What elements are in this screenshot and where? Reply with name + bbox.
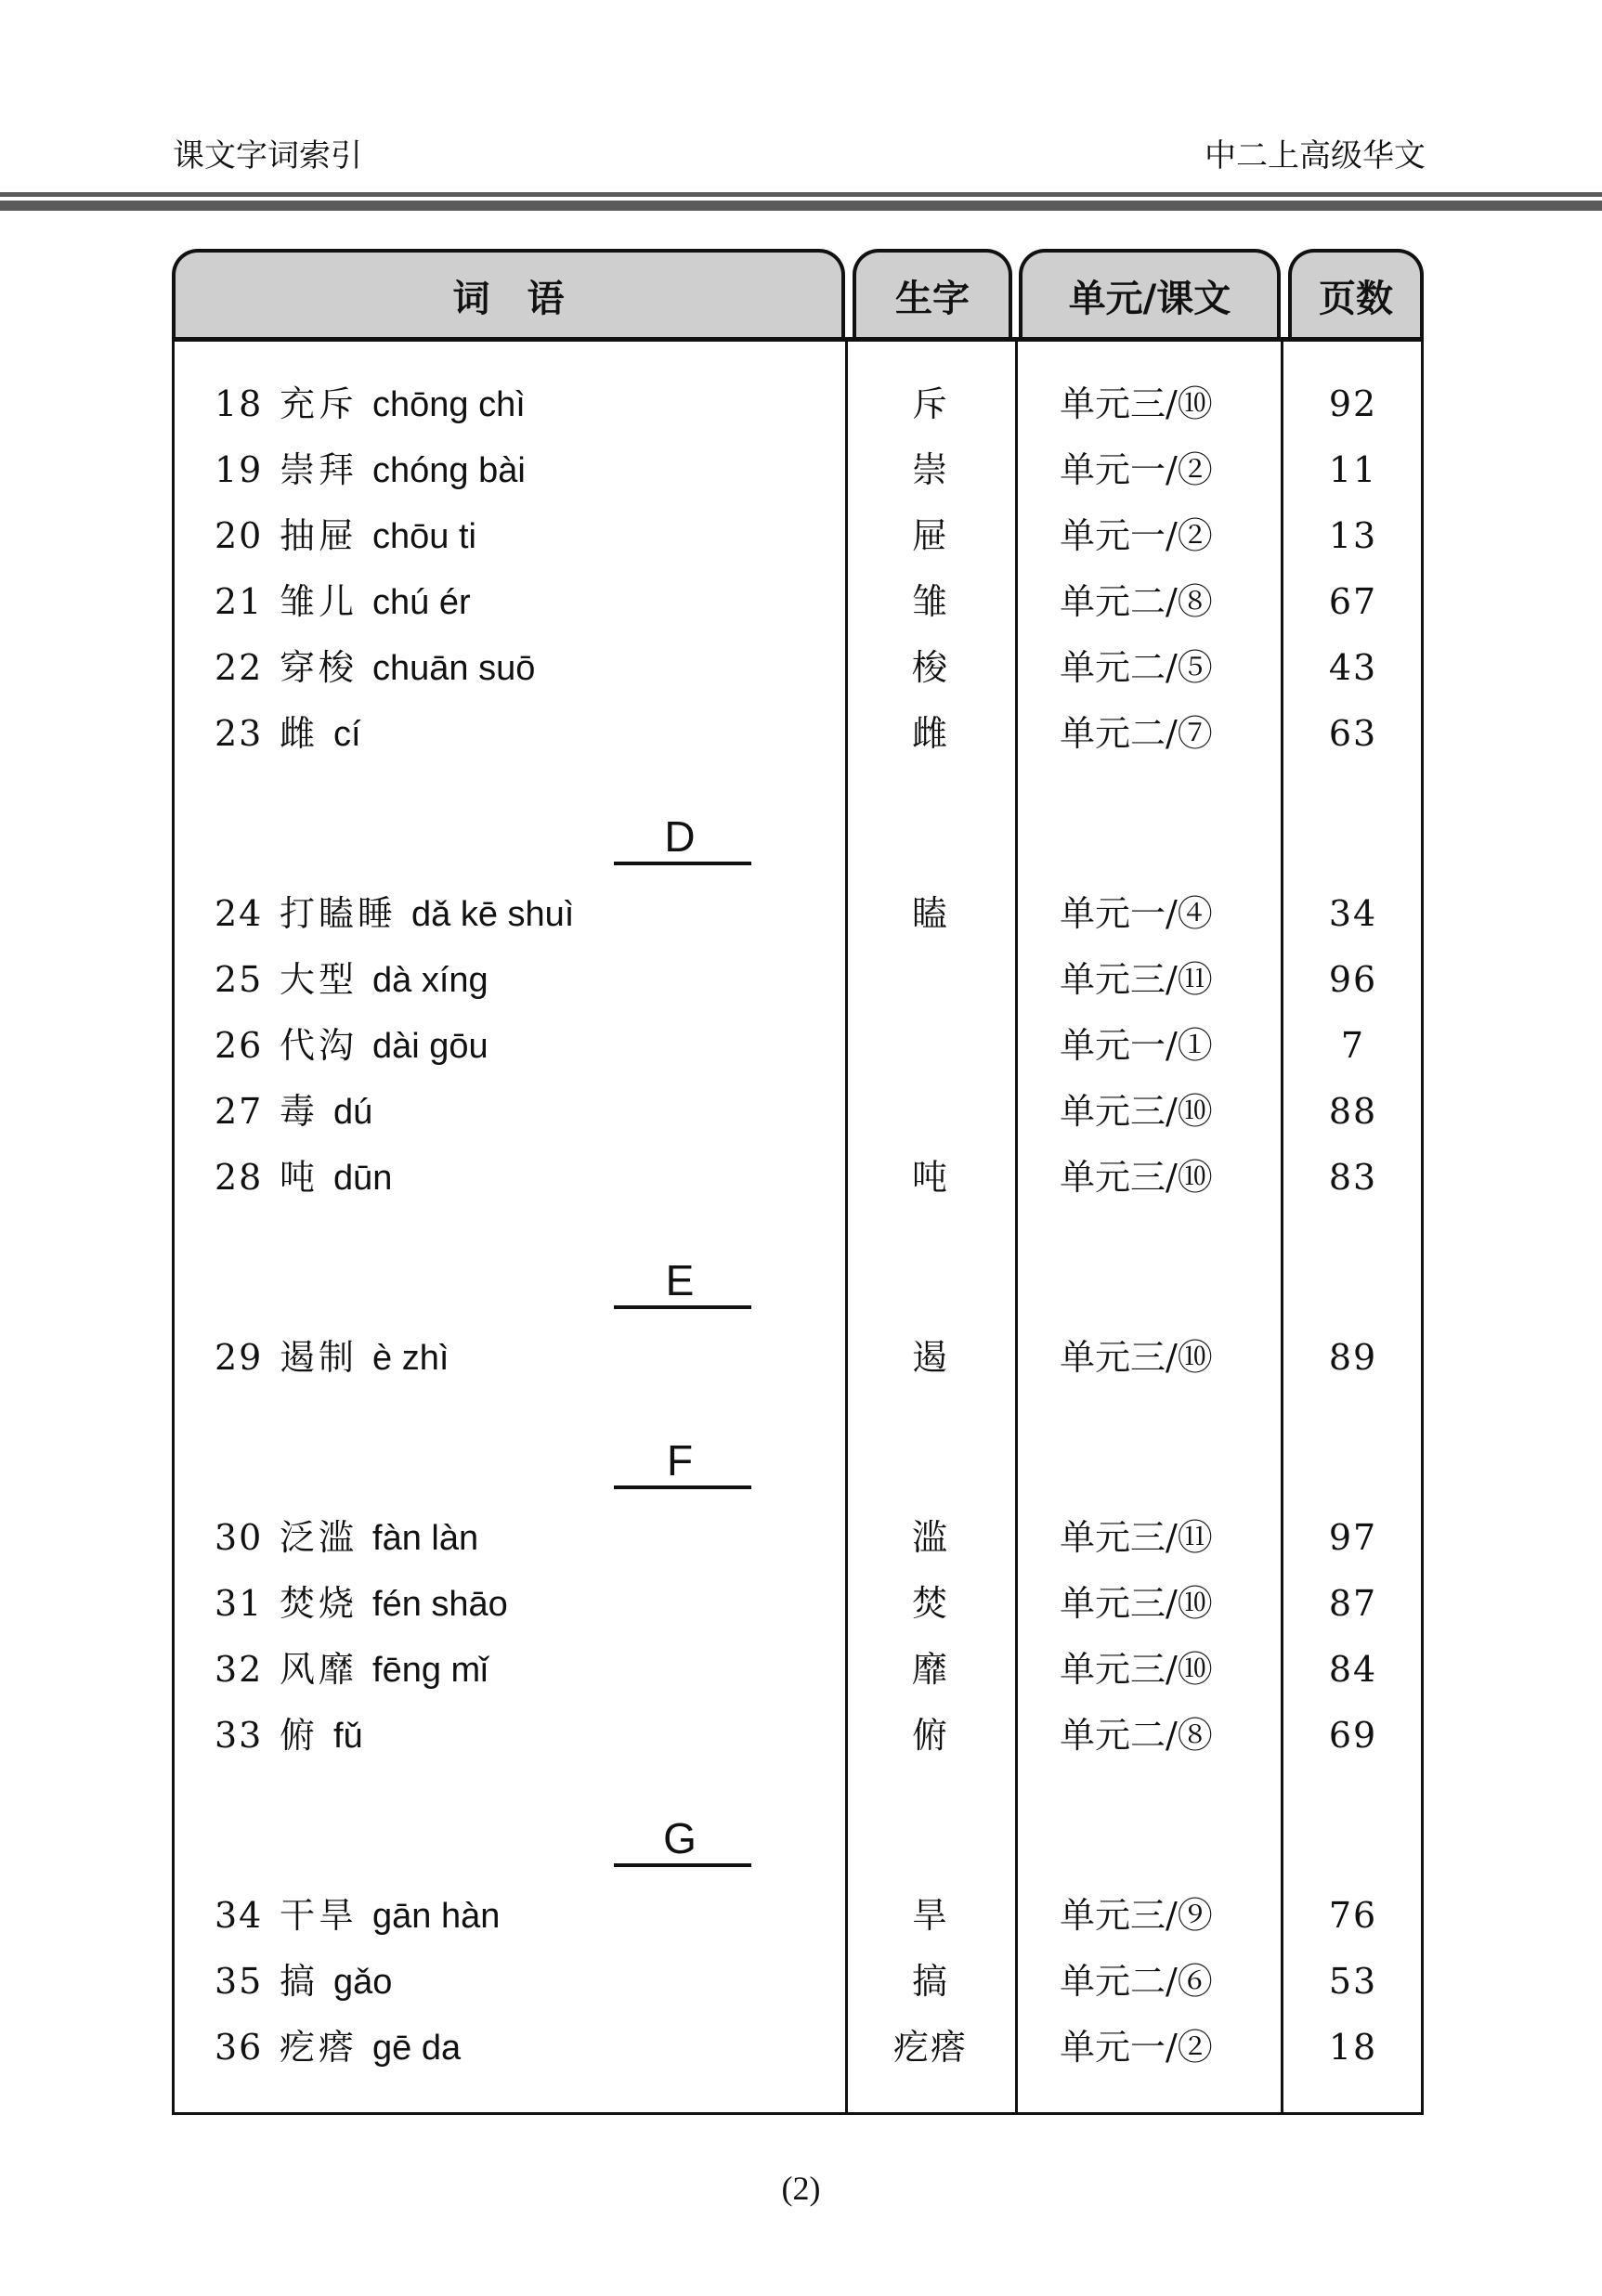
entry-word: 泛滥 bbox=[280, 1517, 358, 1558]
section-letter: F bbox=[666, 1436, 694, 1485]
entry-number: 36 bbox=[215, 2027, 264, 2068]
entry-pinyin: fēng mǐ bbox=[372, 1651, 488, 1690]
entry-word: 抽屉 bbox=[280, 515, 358, 556]
section-underline bbox=[614, 862, 751, 865]
section-letter: E bbox=[665, 1256, 695, 1304]
section-underline bbox=[614, 1485, 751, 1489]
table-row bbox=[172, 1325, 1424, 1391]
entry-new-char: 靡 bbox=[911, 1649, 949, 1690]
table-row bbox=[172, 1145, 1424, 1211]
column-header-unit-lesson: 单元/课文 bbox=[1019, 249, 1281, 339]
section-letter: G bbox=[663, 1814, 697, 1862]
table-row bbox=[172, 881, 1424, 947]
table-row bbox=[172, 1079, 1424, 1145]
entry-page: 92 bbox=[1328, 383, 1378, 424]
entry-word: 焚烧 bbox=[280, 1583, 358, 1624]
column-header-new-char: 生字 bbox=[853, 249, 1012, 339]
entry-unit-lesson: 单元二/⑤ bbox=[1060, 647, 1213, 688]
section-underline bbox=[614, 1305, 751, 1309]
entry-unit-lesson: 单元三/⑩ bbox=[1060, 1337, 1213, 1378]
table-row bbox=[172, 437, 1424, 503]
entry-page: 18 bbox=[1328, 2027, 1378, 2068]
table-row bbox=[172, 569, 1424, 635]
entry-pinyin: fàn làn bbox=[372, 1519, 479, 1558]
entry-number: 35 bbox=[215, 1961, 264, 2002]
section-header-g bbox=[172, 1769, 1424, 1883]
entry-new-char: 吨 bbox=[911, 1157, 949, 1198]
entry-unit-lesson: 单元一/② bbox=[1060, 2027, 1213, 2068]
entry-unit-lesson: 单元三/⑨ bbox=[1060, 1895, 1213, 1936]
entry-number: 29 bbox=[215, 1337, 264, 1378]
entry-page: 67 bbox=[1328, 581, 1378, 622]
entry-pinyin: dú bbox=[333, 1093, 373, 1132]
entry-number: 26 bbox=[215, 1025, 264, 1066]
entry-word-group bbox=[280, 2015, 461, 2082]
entry-number: 27 bbox=[215, 1091, 264, 1132]
entry-pinyin: chóng bài bbox=[372, 451, 526, 490]
entry-word: 崇拜 bbox=[280, 449, 358, 490]
entry-page: 53 bbox=[1328, 1961, 1378, 2002]
column-header-words: 词 语 bbox=[172, 249, 845, 339]
entry-unit-lesson: 单元一/② bbox=[1060, 449, 1213, 490]
entry-unit-lesson: 单元二/⑦ bbox=[1060, 713, 1213, 754]
entry-word-group bbox=[280, 881, 574, 948]
entry-page: 76 bbox=[1328, 1895, 1378, 1936]
entry-pinyin: chōng chì bbox=[372, 385, 526, 424]
entry-new-char: 搞 bbox=[911, 1961, 949, 2002]
table-row bbox=[172, 1505, 1424, 1571]
entry-number: 24 bbox=[215, 893, 264, 934]
entry-word: 充斥 bbox=[280, 383, 358, 424]
entry-new-char: 梭 bbox=[911, 647, 949, 688]
entry-page: 43 bbox=[1328, 647, 1378, 688]
entry-word-group bbox=[280, 701, 361, 768]
column-header-page: 页数 bbox=[1288, 249, 1424, 339]
entry-word-group bbox=[280, 371, 526, 438]
entry-unit-lesson: 单元三/⑩ bbox=[1060, 1157, 1213, 1198]
entry-number: 28 bbox=[215, 1157, 264, 1198]
entry-pinyin: fǔ bbox=[333, 1717, 363, 1756]
entry-word-group bbox=[280, 635, 535, 702]
entry-unit-lesson: 单元二/⑧ bbox=[1060, 1715, 1213, 1756]
entry-number: 32 bbox=[215, 1649, 264, 1690]
entry-new-char: 斥 bbox=[911, 383, 949, 424]
entry-pinyin: dūn bbox=[333, 1159, 393, 1198]
header-rule-thick bbox=[0, 201, 1602, 211]
entry-word: 搞 bbox=[280, 1961, 319, 2002]
entry-pinyin: gān hàn bbox=[372, 1897, 501, 1936]
entry-word-group bbox=[280, 1505, 478, 1572]
entry-number: 22 bbox=[215, 647, 264, 688]
entry-word: 风靡 bbox=[280, 1649, 358, 1690]
entry-page: 83 bbox=[1328, 1157, 1378, 1198]
entry-pinyin: chuān suō bbox=[372, 649, 536, 688]
entry-unit-lesson: 单元三/⑩ bbox=[1060, 1583, 1213, 1624]
table-row bbox=[172, 503, 1424, 569]
section-header-f bbox=[172, 1391, 1424, 1505]
entry-unit-lesson: 单元三/⑩ bbox=[1060, 1649, 1213, 1690]
entry-word: 雌 bbox=[280, 713, 319, 754]
entry-word-group bbox=[280, 1145, 392, 1212]
header-rule-thin bbox=[0, 192, 1602, 197]
entry-word-group bbox=[280, 1571, 508, 1638]
entry-word-group bbox=[280, 1013, 488, 1080]
entry-pinyin: chú ér bbox=[372, 583, 471, 622]
entry-page: 13 bbox=[1328, 515, 1378, 556]
entry-unit-lesson: 单元三/⑩ bbox=[1060, 383, 1213, 424]
entry-pinyin: dǎ kē shuì bbox=[411, 895, 575, 934]
entry-word: 穿梭 bbox=[280, 647, 358, 688]
entry-new-char: 崇 bbox=[911, 449, 949, 490]
entry-word: 雏儿 bbox=[280, 581, 358, 622]
entry-unit-lesson: 单元三/⑩ bbox=[1060, 1091, 1213, 1132]
entry-pinyin: chōu ti bbox=[372, 517, 476, 556]
entry-pinyin: è zhì bbox=[372, 1339, 449, 1378]
entry-unit-lesson: 单元二/⑧ bbox=[1060, 581, 1213, 622]
entry-page: 63 bbox=[1328, 713, 1378, 754]
entry-word-group bbox=[280, 947, 488, 1014]
entry-unit-lesson: 单元三/⑪ bbox=[1060, 959, 1213, 1000]
entry-page: 89 bbox=[1328, 1337, 1378, 1378]
entry-page: 97 bbox=[1328, 1517, 1378, 1558]
entry-number: 33 bbox=[215, 1715, 264, 1756]
entry-pinyin: gǎo bbox=[333, 1963, 393, 2002]
entry-unit-lesson: 单元一/② bbox=[1060, 515, 1213, 556]
entry-number: 23 bbox=[215, 713, 264, 754]
entry-word-group bbox=[280, 437, 526, 504]
entry-unit-lesson: 单元一/④ bbox=[1060, 893, 1213, 934]
entry-pinyin: gē da bbox=[372, 2029, 462, 2068]
running-header-left: 课文字词索引 bbox=[173, 137, 362, 175]
entry-new-char: 疙瘩 bbox=[892, 2027, 968, 2068]
entry-word-group bbox=[280, 1637, 488, 1704]
entry-word: 毒 bbox=[280, 1091, 319, 1132]
entry-number: 31 bbox=[215, 1583, 264, 1624]
entry-page: 87 bbox=[1328, 1583, 1378, 1624]
entry-page: 84 bbox=[1328, 1649, 1378, 1690]
entry-word-group bbox=[280, 1325, 449, 1392]
entry-page: 11 bbox=[1328, 449, 1378, 490]
entry-word: 吨 bbox=[280, 1157, 319, 1198]
entry-word: 遏制 bbox=[280, 1337, 358, 1378]
entry-new-char: 屉 bbox=[911, 515, 949, 556]
running-header-right: 中二上高级华文 bbox=[1205, 137, 1426, 175]
entry-new-char: 雌 bbox=[911, 713, 949, 754]
entry-word-group bbox=[280, 569, 471, 636]
entry-word: 干旱 bbox=[280, 1895, 358, 1936]
entry-pinyin: dài gōu bbox=[372, 1027, 488, 1066]
entry-new-char: 滥 bbox=[911, 1517, 949, 1558]
entry-new-char: 焚 bbox=[911, 1583, 949, 1624]
entry-page: 69 bbox=[1328, 1715, 1378, 1756]
table-row bbox=[172, 1013, 1424, 1079]
entry-pinyin: cí bbox=[333, 715, 361, 754]
entry-new-char: 俯 bbox=[911, 1715, 949, 1756]
entry-pinyin: dà xíng bbox=[372, 961, 488, 1000]
table-row bbox=[172, 635, 1424, 701]
entry-word: 疙瘩 bbox=[280, 2027, 358, 2068]
entry-number: 21 bbox=[215, 581, 264, 622]
entry-word-group bbox=[280, 1883, 500, 1950]
entry-word: 俯 bbox=[280, 1715, 319, 1756]
entry-new-char: 瞌 bbox=[911, 893, 949, 934]
vocabulary-index-table bbox=[172, 249, 1424, 2115]
entry-word-group bbox=[280, 1079, 372, 1146]
entry-word-group bbox=[280, 1703, 363, 1770]
table-row bbox=[172, 1571, 1424, 1637]
entry-number: 20 bbox=[215, 515, 264, 556]
section-header-d bbox=[172, 767, 1424, 881]
entry-unit-lesson: 单元三/⑪ bbox=[1060, 1517, 1213, 1558]
entry-number: 25 bbox=[215, 959, 264, 1000]
table-row bbox=[172, 701, 1424, 767]
entry-number: 34 bbox=[215, 1895, 264, 1936]
entry-pinyin: fén shāo bbox=[372, 1585, 508, 1624]
section-header-e bbox=[172, 1211, 1424, 1325]
entry-unit-lesson: 单元一/① bbox=[1060, 1025, 1213, 1066]
section-underline bbox=[614, 1863, 751, 1867]
page-number: (2) bbox=[781, 2170, 821, 2207]
entry-page: 88 bbox=[1328, 1091, 1378, 1132]
table-row bbox=[172, 1637, 1424, 1703]
table-row bbox=[172, 1703, 1424, 1769]
entry-page: 96 bbox=[1328, 959, 1378, 1000]
entry-word: 大型 bbox=[280, 959, 358, 1000]
entry-new-char: 遏 bbox=[911, 1337, 949, 1378]
entry-word-group bbox=[280, 1949, 392, 2016]
table-row bbox=[172, 947, 1424, 1013]
table-row bbox=[172, 1883, 1424, 1949]
table-rows bbox=[172, 371, 1424, 2081]
entry-new-char: 旱 bbox=[911, 1895, 949, 1936]
entry-word: 打瞌睡 bbox=[280, 893, 397, 934]
entry-page: 7 bbox=[1340, 1025, 1366, 1066]
entry-number: 18 bbox=[215, 383, 264, 424]
table-row bbox=[172, 2015, 1424, 2081]
entry-page: 34 bbox=[1328, 893, 1378, 934]
entry-number: 19 bbox=[215, 449, 264, 490]
section-letter: D bbox=[664, 812, 696, 861]
entry-new-char: 雏 bbox=[911, 581, 949, 622]
entry-word-group bbox=[280, 503, 476, 570]
entry-number: 30 bbox=[215, 1517, 264, 1558]
table-row bbox=[172, 371, 1424, 437]
table-row bbox=[172, 1949, 1424, 2015]
entry-unit-lesson: 单元二/⑥ bbox=[1060, 1961, 1213, 2002]
entry-word: 代沟 bbox=[280, 1025, 358, 1066]
